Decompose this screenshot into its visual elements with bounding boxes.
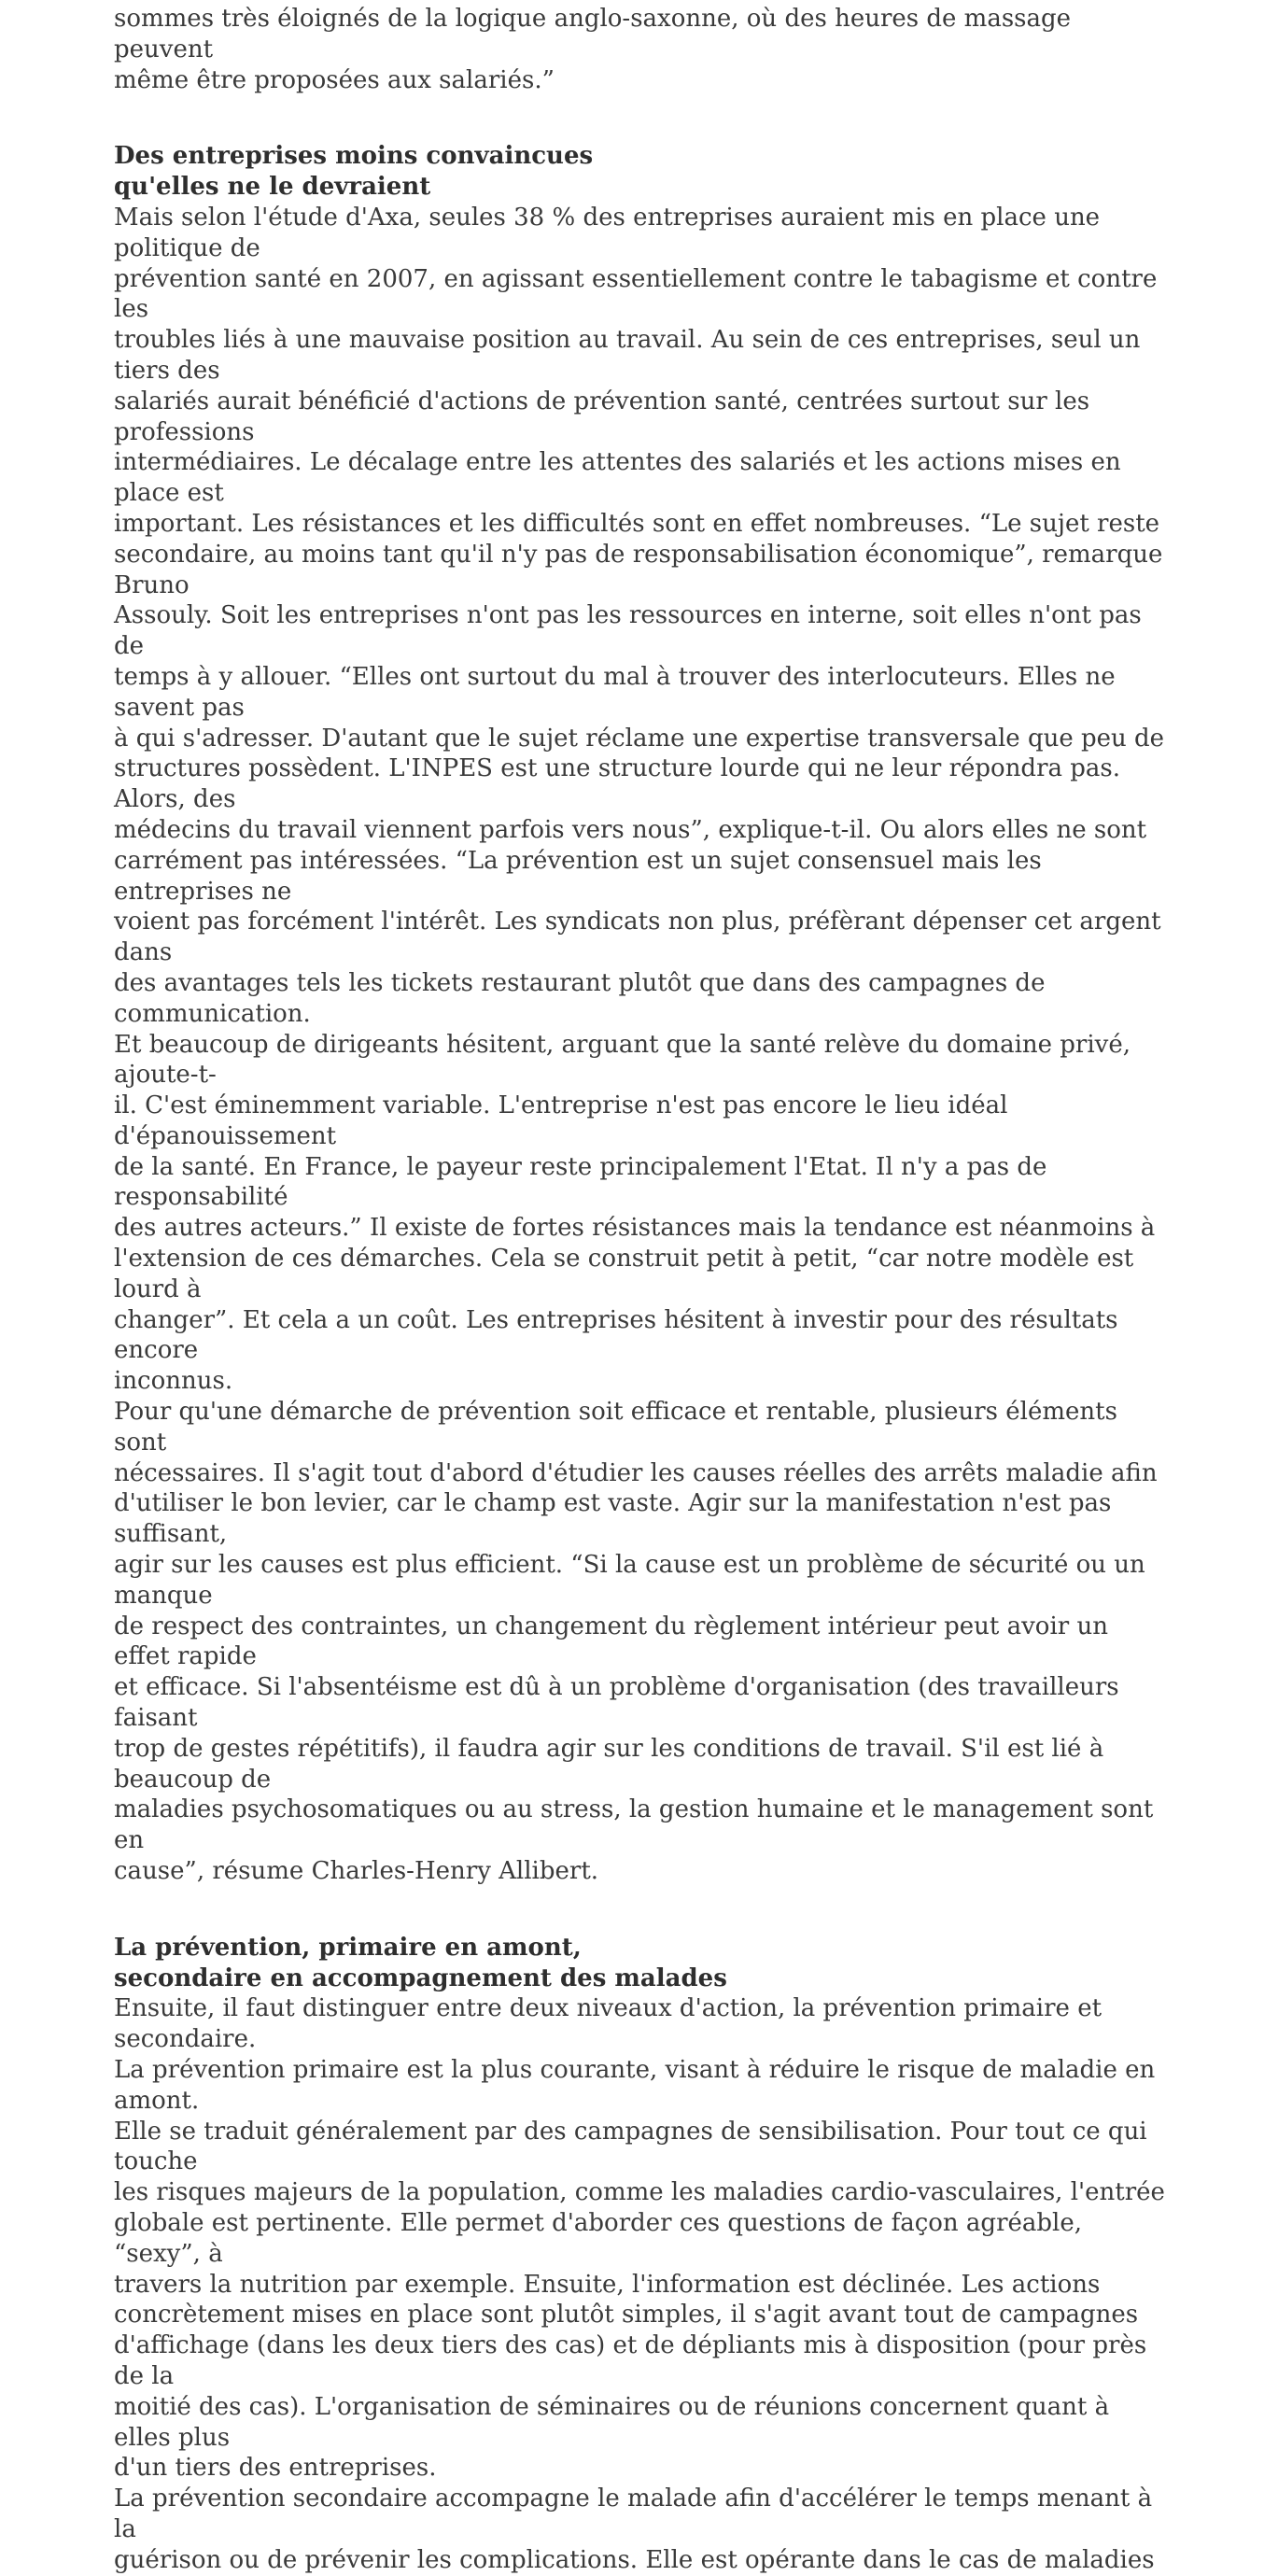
body-paragraph: Ensuite, il faut distinguer entre deux niveaux d'action, la prévention primaire et secondaire. La prévention primaire est la plus courante, visant à réduire le risque de maladie en amont. Elle se traduit généralement par des campagnes de sensibilisation. Pour tout ce qui touche les risques majeurs de la population, comme les maladies cardio-vasculaires, l'entrée globale est pertinente. Elle permet d'aborder ces questions de façon agréable, “sexy”, à travers la nutrition par exemple. Ensuite, l'information est déclinée. Les actions concrètement mises en place sont plutôt simples, il s'agit avant tout de campagnes d'affichage (dans les deux tiers des cas) et de dépliants mis à disposition (pour près de la moitié des cas). L'organisation de séminaires ou de réunions concernent quant à elles plus d'un tiers des entreprises. [114, 1994, 1165, 2483]
section-heading-prevention: La prévention, primaire en amont, secondaire en accompagnement des malades [114, 1933, 727, 1992]
body-paragraph: Mais selon l'étude d'Axa, seules 38 % des entreprises auraient mis en place une politique de prévention santé en 2007, en agissant essentiellement contre le tabagisme et contre les troubles liés à une mauvaise position au travail. Au sein de ces entreprises, seul un tiers des salariés aurait bénéficié d'actions de prévention santé, centrées surtout sur les professions intermédiaires. Le décalage entre les attentes des salariés et les actions mises en place est important. Les résistances et les difficultés sont en effet nombreuses. “Le sujet reste secondaire, au moins tant qu'il n'y pas de responsabilisation économique”, remarque Bruno Assouly. Soit les entreprises n'ont pas les ressources en interne, soit elles n'ont pas de temps à y allouer. “Elles ont surtout du mal à trouver des interlocuteurs. Elles ne savent pas à qui s'adresser. D'autant que le sujet réclame une expertise transversale que peu de structures possèdent. L'INPES est une structure lourde qui ne leur répondra pas. Alors, des médecins du travail viennent parfois vers nous”, explique-t-il. Ou alors elles ne sont carrément pas intéressées. “La prévention est un sujet consensuel mais les entreprises ne voient pas forcément l'intérêt. Les syndicats non plus, préfèrant dépenser cet argent dans des avantages tels les tickets restaurant plutôt que dans des campagnes de communication. Et beaucoup de dirigeants hésitent, arguant que la santé relève du domaine privé, ajoute-t- il. C'est éminemment variable. L'entreprise n'est pas encore le lieu idéal d'épanouissement de la santé. En France, le payeur reste principalement l'Etat. Il n'y a pas de responsabilité des autres acteurs.” Il existe de fortes résistances mais la tendance est néanmoins à l'extension de ces démarches. Cela se construit petit à petit, “car notre modèle est lourd à changer”. Et cela a un coût. Les entreprises hésitent à investir pour des résultats encore inconnus. [114, 203, 1165, 1396]
section-heading-entreprises: Des entreprises moins convaincues qu'elles ne le devraient [114, 142, 594, 202]
body-paragraph: Pour qu'une démarche de prévention soit efficace et rentable, plusieurs éléments sont nécessaires. Il s'agit tout d'abord d'étudier les causes réelles des arrêts maladie afin d'utiliser le bon levier, car le champ est vaste. Agir sur la manifestation n'est pas suffisant, agir sur les causes est plus efficient. “Si la cause est un problème de sécurité ou un manque de respect des contraintes, un changement du règlement intérieur peut avoir un effet rapide et efficace. Si l'absentéisme est dû à un problème d'organisation (des travailleurs faisant trop de gestes répétitifs), il faudra agir sur les conditions de travail. S'il est lié à beaucoup de maladies psychosomatiques ou au stress, la gestion humaine et le management sont en cause”, résume Charles-Henry Allibert. [114, 1398, 1158, 1886]
document-page [114, 4, 1169, 2576]
section-spacer [114, 1887, 1169, 1933]
body-paragraph: La prévention secondaire accompagne le malade afin d'accélérer le temps menant à la guérison ou de prévenir les complications. Elle est opérante dans le cas de maladies [114, 2485, 1155, 2574]
intro-paragraph: sommes très éloignés de la logique anglo-saxonne, où des heures de massage peuvent même être proposées aux salariés.” [114, 5, 1072, 94]
section-spacer [114, 95, 1169, 141]
